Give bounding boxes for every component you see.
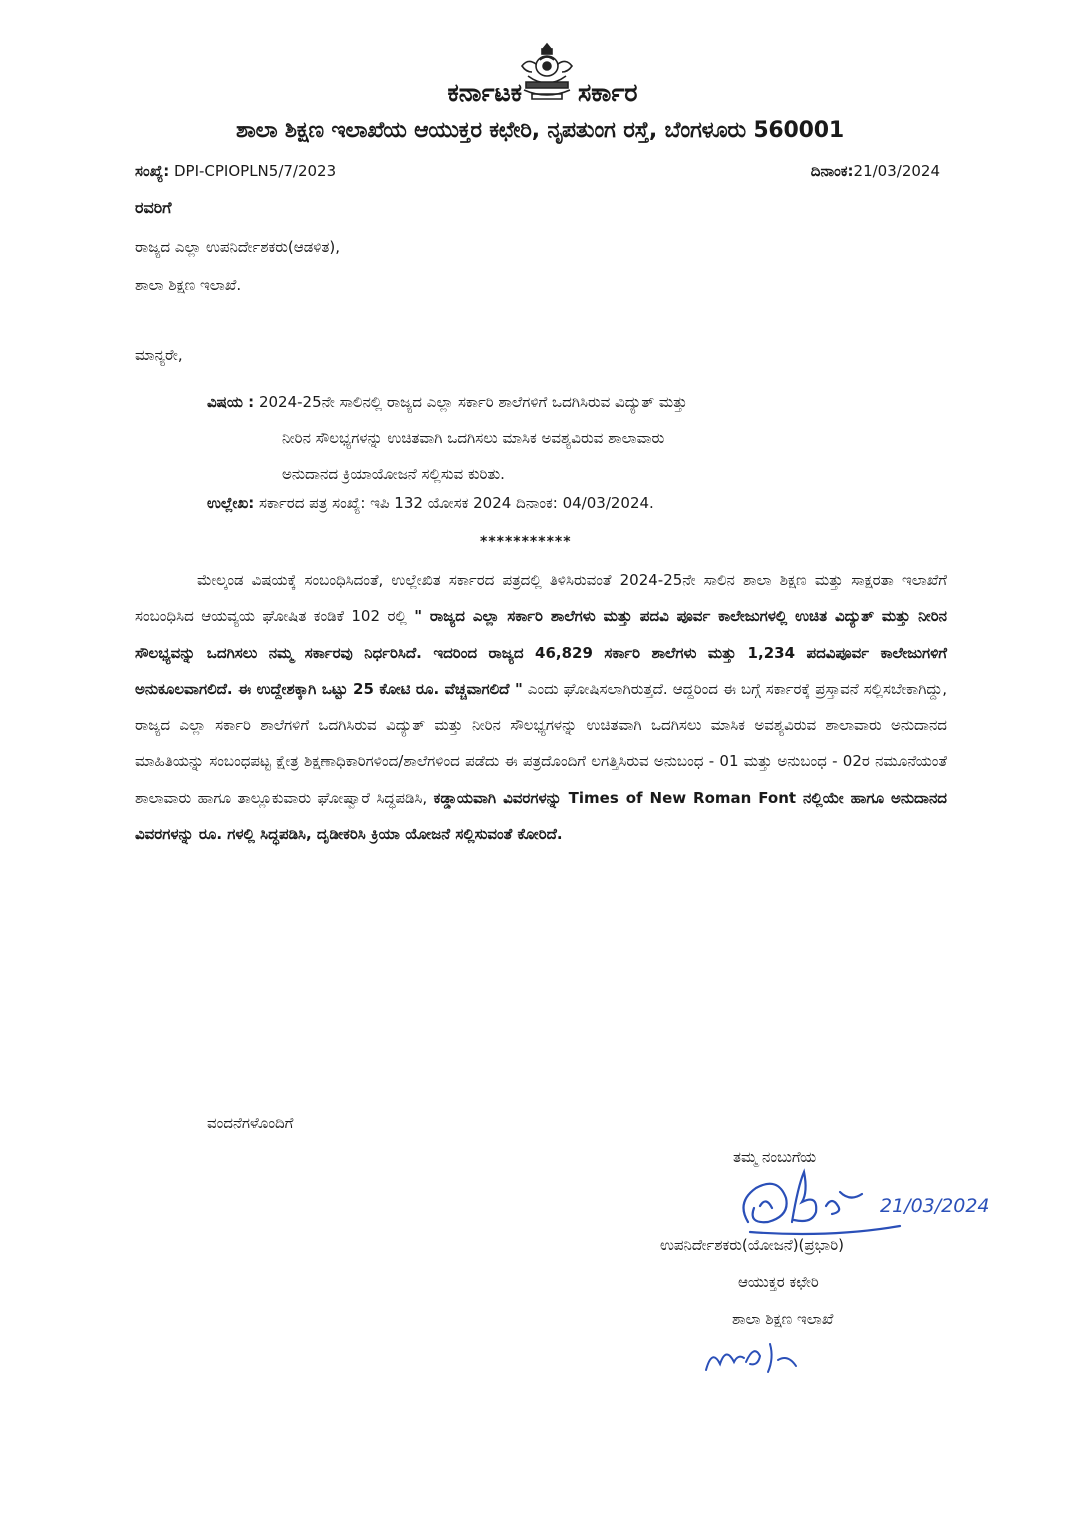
subject-line-1: 2024-25ನೇ ಸಾಲಿನಲ್ಲಿ ರಾಜ್ಯದ ಎಲ್ಲಾ ಸರ್ಕಾರಿ ಶಾಲೆಗಳಿಗೆ ಒದಗಿಸಿರುವ ವಿದ್ಯುತ್ ಮತ್ತು xyxy=(254,393,688,411)
government-name-right: ಸರ್ಕಾರ xyxy=(578,78,638,107)
state-emblem-icon xyxy=(514,40,580,106)
handwritten-date: 21/03/2024 xyxy=(880,1195,990,1217)
handwritten-initials-icon xyxy=(700,1330,810,1380)
body-instruction-bold: ಕಡ್ಡಾಯವಾಗಿ ವಿವರಗಳನ್ನು Times of New Roman Font ನಲ್ಲಿಯೇ ಹಾಗೂ ಅನುದಾನದ ವಿವರಗಳನ್ನು ರೂ. ಗಳಲ್ಲಿ ಸಿದ್ಧಪಡಿಸಿ, ದೃಡೀಕರಿಸಿ ಕ್ರಿಯಾ ಯೋಜನೆ ಸಲ್ಲಿಸುವಂತೆ ಕೋರಿದೆ. xyxy=(135,788,947,844)
government-header xyxy=(0,40,1080,120)
reference-label: ಉಲ್ಲೇಖ: xyxy=(207,494,255,512)
office-address-heading: ಶಾಲಾ ಶಿಕ್ಷಣ ಇಲಾಖೆಯ ಆಯುಕ್ತರ ಕಛೇರಿ, ನೃಪತುಂಗ ರಸ್ತೆ, ಬೆಂಗಳೂರು 560001 xyxy=(236,118,844,143)
recipient-to: ರವರಿಗೆ xyxy=(135,198,172,217)
government-name-left: ಕರ್ನಾಟಕ xyxy=(447,78,522,107)
letter-number-value: DPI-CPIOPLN5/7/2023 xyxy=(169,162,337,180)
body-text-2: ಎಂದು ಘೋಷಿಸಲಾಗಿರುತ್ತದೆ. ಆದ್ದರಿಂದ ಈ ಬಗ್ಗೆ ಸರ್ಕಾರಕ್ಕೆ ಪ್ರಸ್ತಾವನೆ ಸಲ್ಲಿಸಬೇಕಾಗಿದ್ದು, ರಾಜ್ಯದ ಎಲ್ಲಾ ಸರ್ಕಾರಿ ಶಾಲೆಗಳಿಗೆ ಒದಗಿಸಿರುವ ವಿದ್ಯುತ್ ಮತ್ತು ನೀರಿನ ಸೌಲಭ್ಯಗಳನ್ನು ಉಚಿತವಾಗಿ ಒದಗಿಸಲು ಮಾಸಿಕ ಅವಶ್ಯವಿರುವ ಶಾಲಾವಾರು ಅನುದಾನದ ಮಾಹಿತಿಯನ್ನು ಸಂಬಂಧಪಟ್ಟ ಕ್ಷೇತ್ರ ಶಿಕ್ಷಣಾಧಿಕಾರಿಗಳಿಂದ/ಶಾಲೆಗಳಿಂದ ಪಡೆದು ಈ ಪತ್ರದೊಂದಿಗೆ ಲಗತ್ತಿಸಿರುವ ಅನುಬಂಧ - 01 ಮತ್ತು ಅನುಬಂಧ - 02ರ ನಮೂನೆಯಂತೆ ಶಾಲಾವಾರು ಹಾಗೂ ತಾಲ್ಲೂಕುವಾರು ಘೋಷ್ವಾರೆ ಸಿದ್ಧಪಡಿಸಿ, xyxy=(135,679,947,807)
recipient-line-2: ಶಾಲಾ ಶಿಕ್ಷಣ ಇಲಾಖೆ. xyxy=(135,276,242,294)
signatory-department: ಶಾಲಾ ಶಿಕ್ಷಣ ಇಲಾಖೆ xyxy=(732,1310,834,1328)
subject-block xyxy=(207,384,947,492)
handwritten-signature-icon xyxy=(730,1162,990,1242)
closing-greeting: ವಂದನೆಗಳೊಂದಿಗೆ xyxy=(207,1114,294,1132)
reference-line xyxy=(207,494,654,512)
body-text-1: ಮೇಲ್ಕಂಡ ವಿಷಯಕ್ಕೆ ಸಂಬಂಧಿಸಿದಂತೆ, ಉಲ್ಲೇಖಿತ ಸರ್ಕಾರದ ಪತ್ರದಲ್ಲಿ ತಿಳಿಸಿರುವಂತೆ 2024-25ನೇ ಸಾಲಿನ ಶಾಲಾ ಶಿಕ್ಷಣ ಮತ್ತು ಸಾಕ್ಷರತಾ ಇಲಾಖೆಗೆ ಸಂಬಂಧಿಸಿದ ಆಯವ್ಯಯ ಘೋಷಿತ ಕಂಡಿಕೆ 102 ರಲ್ಲಿ xyxy=(135,571,947,626)
letter-date-value: 21/03/2024 xyxy=(853,162,940,180)
subject-label: ವಿಷಯ : xyxy=(207,393,255,411)
yours-faithfully: ತಮ್ಮ ನಂಬುಗೆಯ xyxy=(733,1148,817,1166)
letter-date-label: ದಿನಾಂಕ: xyxy=(810,162,854,180)
body-quoted-announcement: " ರಾಜ್ಯದ ಎಲ್ಲಾ ಸರ್ಕಾರಿ ಶಾಲೆಗಳು ಮತ್ತು ಪದವಿ ಪೂರ್ವ ಕಾಲೇಜುಗಳಲ್ಲಿ ಉಚಿತ ವಿದ್ಯುತ್ ಮತ್ತು ನೀರಿನ ಸೌಲಭ್ಯವನ್ನು ಒದಗಿಸಲು ನಮ್ಮ ಸರ್ಕಾರವು ನಿರ್ಧರಿಸಿದೆ. ಇದರಿಂದ ರಾಜ್ಯದ 46,829 ಸರ್ಕಾರಿ ಶಾಲೆಗಳು ಮತ್ತು 1,234 ಪದವಿಪೂರ್ವ ಕಾಲೇಜುಗಳಿಗೆ ಅನುಕೂಲವಾಗಲಿದೆ. ಈ ಉದ್ದೇಶಕ್ಕಾಗಿ ಒಟ್ಟು 25 ಕೋಟಿ ರೂ. ವೆಚ್ಚವಾಗಲಿದೆ " xyxy=(135,607,947,698)
reference-text: ಸರ್ಕಾರದ ಪತ್ರ ಸಂಖ್ಯೆ: ಇಪಿ 132 ಯೋಸಕ 2024 ದಿನಾಂಕ: 04/03/2024. xyxy=(254,494,654,512)
signatory-office: ಆಯುಕ್ತರ ಕಛೇರಿ xyxy=(738,1273,819,1291)
letter-number xyxy=(135,162,336,180)
body-paragraph xyxy=(135,562,947,852)
separator-stars: *********** xyxy=(480,534,572,550)
subject-line-2: ನೀರಿನ ಸೌಲಭ್ಯಗಳನ್ನು ಉಚಿತವಾಗಿ ಒದಗಿಸಲು ಮಾಸಿಕ ಅವಶ್ಯವಿರುವ ಶಾಲಾವಾರು xyxy=(282,429,665,447)
letter-date xyxy=(811,162,940,180)
recipient-line-1: ರಾಜ್ಯದ ಎಲ್ಲಾ ಉಪನಿರ್ದೇಶಕರು(ಆಡಳಿತ), xyxy=(135,238,340,256)
signatory-designation: ಉಪನಿರ್ದೇಶಕರು(ಯೋಜನೆ)(ಪ್ರಭಾರಿ) xyxy=(660,1236,844,1254)
salutation: ಮಾನ್ಯರೇ, xyxy=(135,346,183,364)
subject-line-3: ಅನುದಾನದ ಕ್ರಿಯಾಯೋಜನೆ ಸಲ್ಲಿಸುವ ಕುರಿತು. xyxy=(282,465,505,483)
letter-number-label: ಸಂಖ್ಯೆ: xyxy=(135,162,170,180)
